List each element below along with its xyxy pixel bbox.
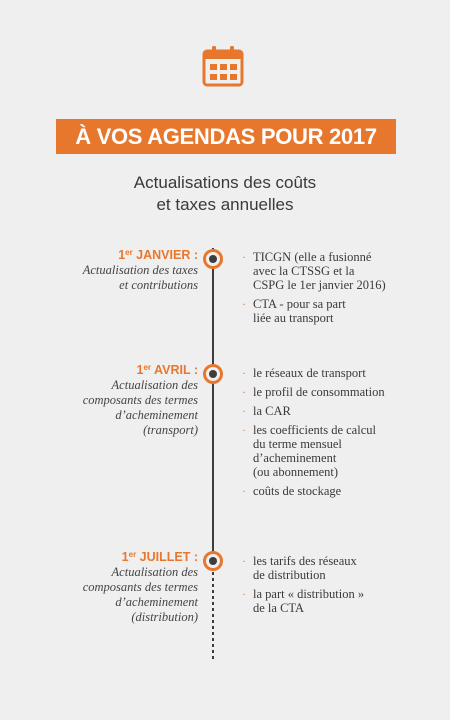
list-item	[242, 587, 407, 615]
calendar-icon	[201, 44, 245, 88]
list-item	[242, 554, 407, 582]
item-line: liée au transport	[253, 311, 334, 325]
list-item	[242, 484, 407, 498]
description-line: Actualisation des	[111, 565, 198, 579]
bullet-icon: ·	[242, 554, 246, 568]
event-date	[28, 549, 198, 565]
item-line: (ou abonnement)	[253, 465, 339, 479]
date-month: JUILLET :	[136, 550, 198, 564]
item-line: le profil de consommation	[253, 385, 385, 399]
timeline-node-juillet	[203, 551, 223, 571]
timeline-node-avril	[203, 364, 223, 384]
description-line: d’acheminement	[115, 408, 198, 422]
description-line: et contributions	[119, 278, 198, 292]
event-date	[28, 247, 198, 263]
list-item	[242, 385, 407, 399]
event-janvier-left	[28, 247, 198, 293]
event-description	[28, 378, 198, 438]
list-item	[242, 250, 407, 292]
bullet-icon: ·	[242, 385, 246, 399]
event-description	[28, 565, 198, 625]
subtitle-line-2: et taxes annuelles	[156, 195, 294, 214]
list-item	[242, 404, 407, 418]
item-line: de distribution	[253, 568, 326, 582]
item-line: TICGN (elle a fusionné	[253, 250, 372, 264]
item-line: du terme mensuel	[253, 437, 342, 451]
event-date	[28, 362, 198, 378]
list-item	[242, 366, 407, 380]
timeline-node-janvier	[203, 249, 223, 269]
item-line: coûts de stockage	[253, 484, 342, 498]
date-superscript: er	[143, 363, 151, 372]
description-line: composants des termes	[82, 393, 198, 407]
item-line: les coefficients de calcul	[253, 423, 376, 437]
item-line: la part « distribution »	[253, 587, 365, 601]
subtitle-line-1: Actualisations des coûts	[133, 173, 317, 192]
list-item	[242, 297, 407, 325]
timeline-dotted-end	[212, 572, 214, 660]
list-item	[242, 423, 407, 479]
description-line: (transport)	[143, 423, 198, 437]
bullet-icon: ·	[242, 587, 246, 601]
date-month: JANVIER :	[132, 248, 198, 262]
description-line: Actualisation des	[111, 378, 198, 392]
item-line: avec la CTSSG et la	[253, 264, 355, 278]
description-line: composants des termes	[82, 580, 198, 594]
bullet-icon: ·	[242, 250, 246, 264]
banner-title: À VOS AGENDAS POUR 2017	[56, 119, 396, 154]
date-number: 1	[136, 363, 144, 377]
date-number: 1	[121, 550, 129, 564]
item-line: la CAR	[253, 404, 291, 418]
date-superscript: er	[128, 550, 137, 559]
date-superscript: er	[125, 248, 133, 257]
description-line: d’acheminement	[115, 595, 198, 609]
event-juillet-items	[242, 554, 407, 620]
date-month: AVRIL :	[151, 363, 198, 377]
bullet-icon: ·	[242, 423, 246, 437]
timeline-line	[212, 248, 214, 568]
event-juillet-left	[28, 549, 198, 625]
event-janvier-items	[242, 250, 407, 330]
description-line: Actualisation des taxes	[82, 263, 198, 277]
bullet-icon: ·	[242, 404, 246, 418]
event-description	[28, 263, 198, 293]
event-avril-items	[242, 366, 407, 503]
subtitle	[80, 172, 370, 216]
item-line: CSPG le 1er janvier 2016)	[253, 278, 386, 292]
bullet-icon: ·	[242, 484, 246, 498]
item-line: d’acheminement	[253, 451, 337, 465]
bullet-icon: ·	[242, 366, 246, 380]
event-avril-left	[28, 362, 198, 438]
item-line: de la CTA	[253, 601, 305, 615]
item-line: CTA - pour sa part	[253, 297, 346, 311]
item-line: le réseaux de transport	[253, 366, 366, 380]
bullet-icon: ·	[242, 297, 246, 311]
date-number: 1	[118, 248, 126, 262]
description-line: (distribution)	[131, 610, 198, 624]
item-line: les tarifs des réseaux	[253, 554, 357, 568]
